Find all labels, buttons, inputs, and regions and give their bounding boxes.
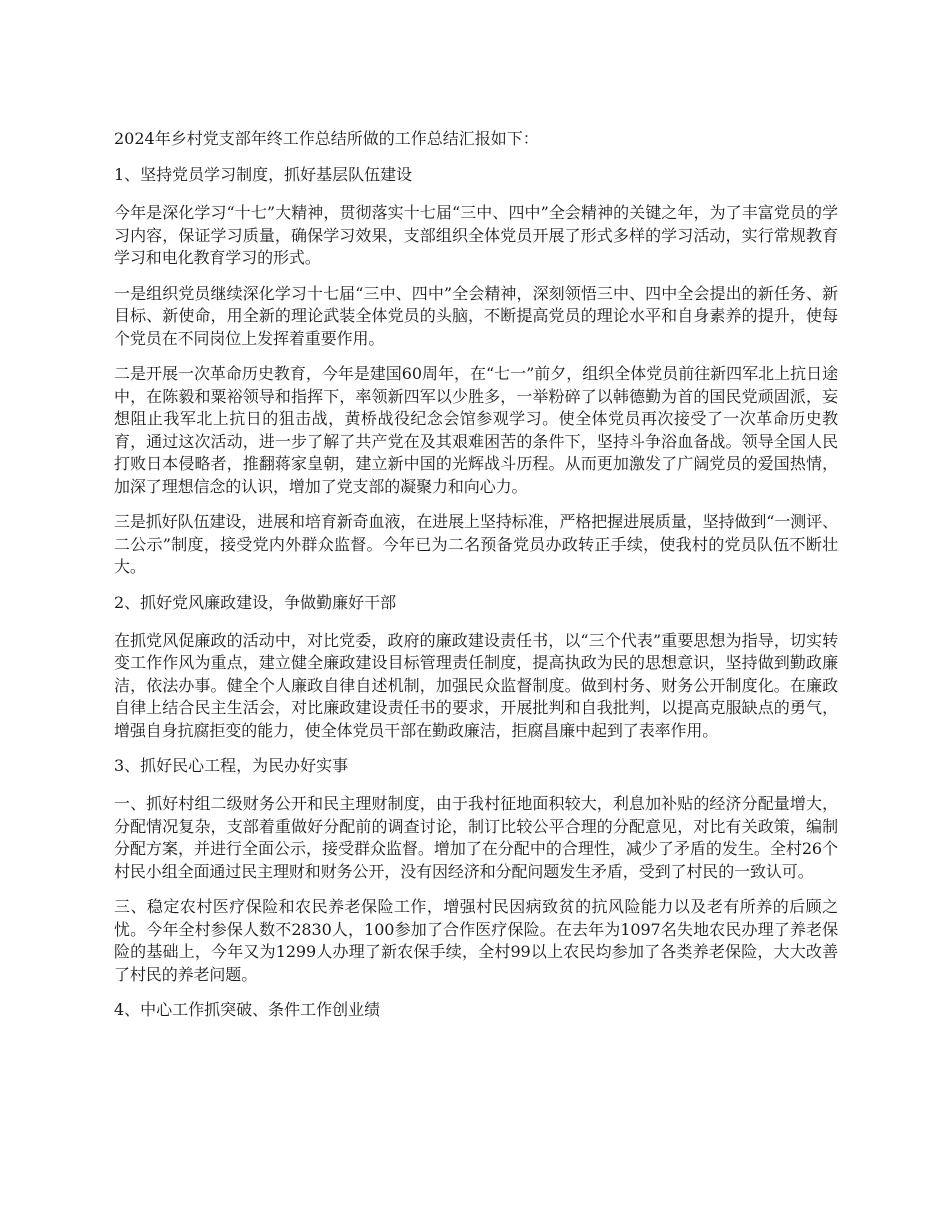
document-intro: 2024年乡村党支部年终工作总结所做的工作总结汇报如下： xyxy=(114,129,539,148)
section-3-paragraph-2: 三、稳定农村医疗保险和农民养老保险工作，增强村民因病致贫的抗风险能力以及老有所养的后顾之忧。今年全村参保人数不2830人，100参加了合作医疗保险。在去年为1097名失地农民办理了养老保险的基础上，今年又为1299人办理了新农保手续，全村99以上农民均参加了各类养老保险，大大改善了村民的养老问题。 xyxy=(114,897,838,984)
section-3-heading: 3、抓好民心工程，为民办好实事 xyxy=(114,756,349,775)
section-1-paragraph-1: 今年是深化学习“十七”大精神，贯彻落实十七届“三中、四中”全会精神的关键之年，为了丰富党员的学习内容，保证学习质量，确保学习效果，支部组织全体党员开展了形式多样的学习活动，实行常规教育学习和电化教育学习的形式。 xyxy=(114,203,838,267)
section-1-heading: 1、坚持党员学习制度，抓好基层队伍建设 xyxy=(114,165,413,184)
section-3-paragraph-1: 一、抓好村组二级财务公开和民主理财制度，由于我村征地面积较大，利息加补贴的经济分配量增大，分配情况复杂，支部着重做好分配前的调查讨论，制订比较公平合理的分配意见，对比有关政策，编制分配方案，并进行全面公示，接受群众监督。增加了在分配中的合理性，减少了矛盾的发生。全村26个村民小组全面通过民主理财和财务公开，没有因经济和分配问题发生矛盾，受到了村民的一致认可。 xyxy=(114,794,838,881)
section-1-paragraph-2: 一是组织党员继续深化学习十七届“三中、四中”全会精神，深刻领悟三中、四中全会提出的新任务、新目标、新使命，用全新的理论武装全体党员的头脑，不断提高党员的理论水平和自身素养的提升，使每个党员在不同岗位上发挥着重要作用。 xyxy=(114,283,838,348)
section-1-paragraph-4: 三是抓好队伍建设，进展和培育新奇血液，在进展上坚持标准，严格把握进展质量，坚持做到“一测评、二公示”制度，接受党内外群众监督。今年已为二名预备党员办政转正手续，使我村的党员队伍不断壮大。 xyxy=(114,512,838,576)
section-1-paragraph-3: 二是开展一次革命历史教育，今年是建国60周年，在“七一”前夕，组织全体党员前往新四军北上抗日途中，在陈毅和粟裕领导和指挥下，率领新四军以少胜多，一举粉碎了以韩德勤为首的国民党顽固派，妄想阻止我军北上抗日的狙击战，黄桥战役纪念会馆参观学习。使全体党员再次接受了一次革命历史教育，通过这次活动，进一步了解了共产党在及其艰难困苦的条件下，坚持斗争浴血备战。领导全国人民打败日本侵略者，推翻蒋家皇朝，建立新中国的光辉战斗历程。从而更加激发了广阔党员的爱国热情，加深了理想信念的认识，增加了党支部的凝聚力和向心力。 xyxy=(114,364,838,496)
section-2-paragraph-1: 在抓党风促廉政的活动中，对比党委，政府的廉政建设责任书，以“三个代表”重要思想为指导，切实转变工作作风为重点，建立健全廉政建设目标管理责任制度，提高执政为民的思想意识，坚持做到勤政廉洁，依法办事。健全个人廉政自律自述机制，加强民众监督制度。做到村务、财务公开制度化。在廉政自律上结合民主生活会，对比廉政建设责任书的要求，开展批判和自我批判，以提高克服缺点的勇气，增强自身抗腐拒变的能力，使全体党员干部在勤政廉洁，拒腐昌廉中起到了表率作用。 xyxy=(114,630,838,740)
section-4-heading: 4、中心工作抓突破、条件工作创业绩 xyxy=(114,1000,381,1019)
section-2-heading: 2、抓好党风廉政建设，争做勤廉好干部 xyxy=(114,592,397,612)
document-page xyxy=(114,128,838,1037)
